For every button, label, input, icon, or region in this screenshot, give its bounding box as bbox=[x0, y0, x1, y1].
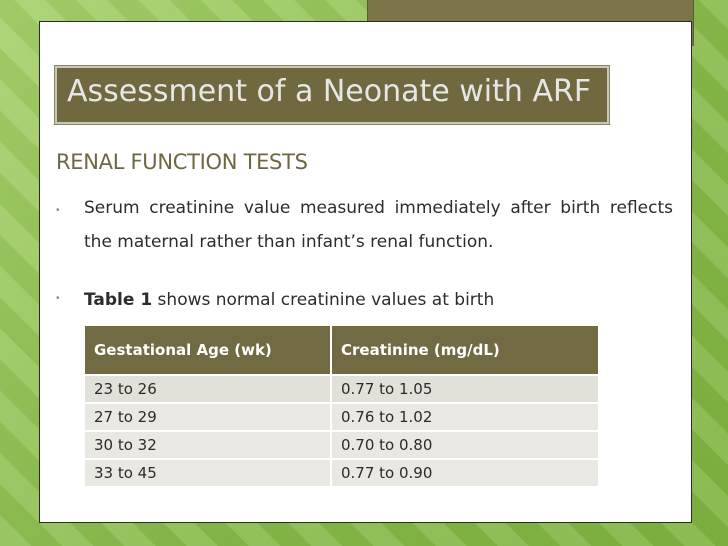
bullet-text-creatinine: Serum creatinine value measured immediately after birth reflects the maternal rather than infant’s renal function. bbox=[84, 198, 673, 252]
cell-gestational-age: 23 to 26 bbox=[85, 376, 332, 402]
header-gestational-age: Gestational Age (wk) bbox=[85, 326, 332, 374]
bullet-marker: • bbox=[56, 205, 60, 216]
cell-creatinine: 0.77 to 0.90 bbox=[332, 460, 598, 486]
table-row bbox=[85, 404, 598, 430]
cell-creatinine: 0.76 to 1.02 bbox=[332, 404, 598, 430]
table-header-row bbox=[85, 326, 598, 374]
cell-gestational-age: 33 to 45 bbox=[85, 460, 332, 486]
cell-gestational-age: 30 to 32 bbox=[85, 432, 332, 458]
bullet-text-table-ref bbox=[84, 283, 673, 317]
title-bar bbox=[55, 66, 609, 124]
cell-gestational-age: 27 to 29 bbox=[85, 404, 332, 430]
bullet-marker: • bbox=[56, 293, 60, 304]
bullet-text-table-desc: shows normal creatinine values at birth bbox=[152, 290, 495, 310]
table-row bbox=[85, 432, 598, 458]
header-creatinine: Creatinine (mg/dL) bbox=[332, 326, 598, 374]
creatinine-table bbox=[85, 324, 598, 488]
cell-creatinine: 0.77 to 1.05 bbox=[332, 376, 598, 402]
table-row bbox=[85, 460, 598, 486]
section-heading: RENAL FUNCTION TESTS bbox=[56, 150, 308, 174]
cell-creatinine: 0.70 to 0.80 bbox=[332, 432, 598, 458]
table-row bbox=[85, 376, 598, 402]
slide-title: Assessment of a Neonate with ARF bbox=[67, 74, 592, 109]
table-reference: Table 1 bbox=[84, 290, 153, 310]
